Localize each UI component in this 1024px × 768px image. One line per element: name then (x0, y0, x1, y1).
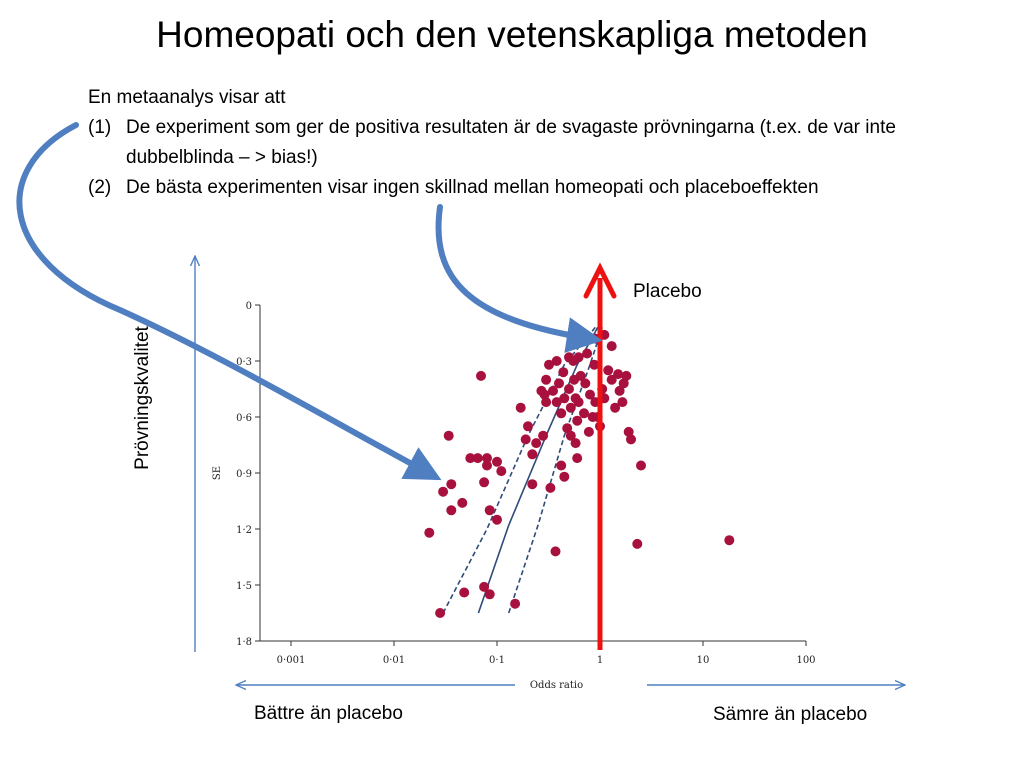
data-point (626, 434, 636, 444)
data-point (476, 371, 486, 381)
data-point (485, 589, 495, 599)
data-points (424, 330, 734, 618)
data-point (572, 416, 582, 426)
data-point (607, 341, 617, 351)
bullet-number: (2) (88, 177, 112, 198)
data-point (636, 461, 646, 471)
data-point (617, 397, 627, 407)
slide-title: Homeopati och den vetenskapliga metoden (156, 14, 868, 55)
data-point (457, 498, 467, 508)
data-point (541, 375, 551, 385)
x-tick-label: 1 (596, 655, 604, 666)
data-point (556, 408, 566, 418)
chart-axes (212, 301, 816, 691)
y-tick-label: 0 (245, 301, 252, 312)
data-point (556, 461, 566, 471)
data-point (523, 421, 533, 431)
data-point (424, 528, 434, 538)
bullet-text: De bästa experimenten visar ingen skillnad mellan homeopati och placeboeffekten (126, 177, 819, 198)
worse-than-placebo-label: Sämre än placebo (713, 704, 868, 725)
y-tick-label: 0·9 (236, 469, 252, 480)
data-point (527, 479, 537, 489)
data-point (545, 483, 555, 493)
y-tick-label: 1·2 (236, 525, 252, 536)
funnel-center-line (478, 327, 597, 613)
x-tick-label: 0·1 (489, 655, 505, 666)
data-point (574, 397, 584, 407)
data-point (527, 449, 537, 459)
funnel-upper-bound (509, 327, 603, 613)
data-point (492, 457, 502, 467)
data-point (632, 539, 642, 549)
quality-axis-label: Prövningskvalitet (132, 326, 153, 470)
data-point (579, 408, 589, 418)
placebo-reference-line (586, 268, 614, 650)
data-point (479, 477, 489, 487)
data-point (492, 515, 502, 525)
curved-arrow-best-trials (439, 207, 592, 339)
data-point (574, 352, 584, 362)
data-point (459, 588, 469, 598)
data-point (603, 365, 613, 375)
x-tick-label: 10 (696, 655, 710, 666)
funnel-lines (443, 327, 602, 613)
data-point (531, 438, 541, 448)
data-point (438, 487, 448, 497)
x-tick-label: 100 (796, 655, 816, 666)
data-point (551, 546, 561, 556)
x-tick-label: 0·001 (276, 655, 306, 666)
data-point (580, 378, 590, 388)
data-point (516, 403, 526, 413)
x-tick-label: 0·01 (382, 655, 406, 666)
y-tick-label: 1·8 (236, 637, 252, 648)
data-point (521, 434, 531, 444)
data-point (446, 505, 456, 515)
data-point (564, 384, 574, 394)
placebo-label: Placebo (633, 281, 702, 302)
data-point (446, 479, 456, 489)
data-point (621, 371, 631, 381)
y-axis-title: SE (212, 465, 223, 481)
data-point (482, 461, 492, 471)
y-tick-label: 0·6 (236, 413, 252, 424)
data-point (510, 599, 520, 609)
data-point (559, 393, 569, 403)
data-point (572, 453, 582, 463)
data-point (559, 472, 569, 482)
bullet-intro: En metaanalys visar att (88, 87, 286, 108)
data-point (571, 438, 581, 448)
data-point (554, 378, 564, 388)
data-point (582, 349, 592, 359)
data-point (473, 453, 483, 463)
bullet-text: De experiment som ger de positiva resultaten är de svagaste prövningarna (t.ex. de var inte dubbelblinda – > bias!) (126, 117, 896, 168)
data-point (444, 431, 454, 441)
curved-arrow-weak-trials (19, 125, 432, 475)
better-than-placebo-label: Bättre än placebo (254, 703, 403, 724)
data-point (538, 431, 548, 441)
data-point (584, 427, 594, 437)
data-point (435, 608, 445, 618)
data-point (724, 535, 734, 545)
y-tick-label: 1·5 (236, 581, 252, 592)
funnel-lower-bound (443, 327, 595, 613)
data-point (558, 367, 568, 377)
y-tick-label: 0·3 (236, 357, 252, 368)
data-point (485, 505, 495, 515)
bullet-number: (1) (88, 117, 112, 138)
data-point (496, 466, 506, 476)
x-axis-title: Odds ratio (529, 680, 584, 691)
data-point (541, 397, 551, 407)
data-point (552, 356, 562, 366)
